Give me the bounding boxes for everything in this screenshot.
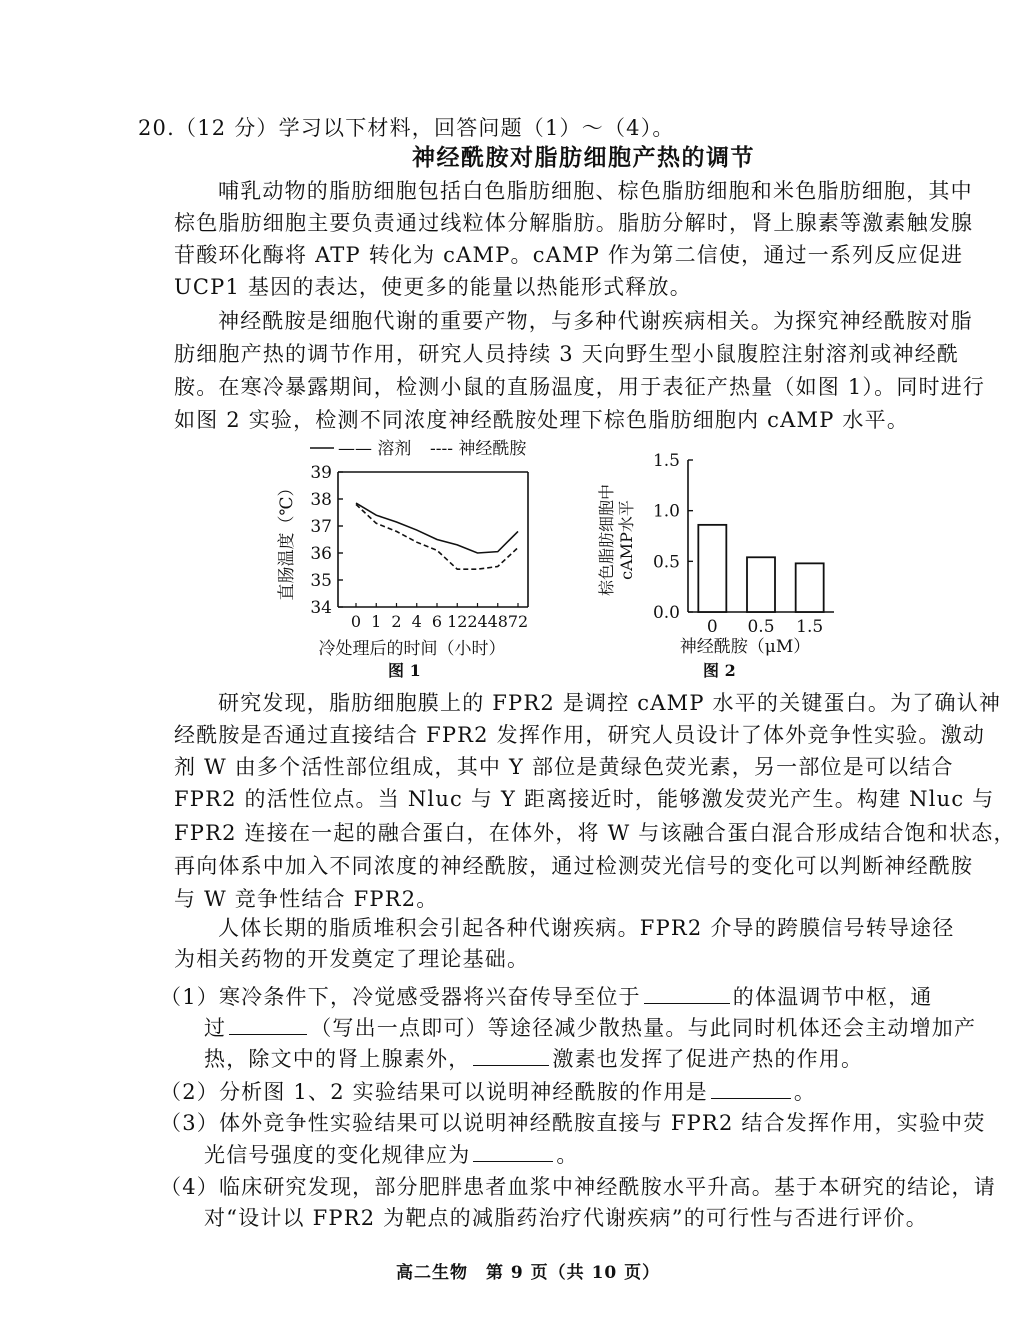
answer-blank[interactable] (473, 1043, 549, 1066)
figure-2-bars (698, 525, 823, 612)
passage-line: 为相关药物的开发奠定了理论基础。 (174, 947, 530, 971)
question-header: 20.（12 分）学习以下材料，回答问题（1）～（4）。 (138, 116, 675, 140)
x-tick-label: 4 (411, 612, 422, 631)
question-4-line1 (160, 1172, 996, 1202)
q1-text: 热，除文中的肾上腺素外， (204, 1047, 471, 1071)
passage-line: 经酰胺是否通过直接结合 FPR2 发挥作用，研究人员设计了体外竞争性实验。激动 (174, 723, 986, 747)
answer-blank[interactable] (644, 981, 730, 1004)
bar (747, 557, 775, 612)
y-axis-label-line1: 棕色脂肪细胞中 (597, 483, 616, 597)
legend-dashed-label: ---- 神经酰胺 (430, 439, 527, 459)
answer-blank[interactable] (473, 1139, 553, 1162)
q3-text: 。 (556, 1143, 579, 1167)
legend-solid-label: —— 溶剂 (338, 439, 412, 459)
q1-text: （1）寒冷条件下，冷觉感受器将兴奋传导至位于 (160, 985, 641, 1009)
q2-text: 。 (793, 1080, 817, 1104)
x-tick-label: 0.5 (747, 617, 775, 637)
x-tick-label: 48 (487, 612, 508, 631)
q1-text: （写出一点即可）等途径减少散热量。与此同时机体还会主动增加产 (310, 1016, 977, 1040)
passage-line: 神经酰胺是细胞代谢的重要产物，与多种代谢疾病相关。为探究神经酰胺对脂 (218, 309, 973, 333)
passage-line: 棕色脂肪细胞主要负责通过线粒体分解脂肪。脂肪分解时，肾上腺素等激素触发腺 (174, 211, 974, 235)
y-axis-label-line2: cAMP水平 (617, 500, 636, 580)
question-3-line2 (204, 1139, 579, 1170)
y-tick-label: 36 (310, 544, 332, 564)
passage-line: UCP1 基因的表达，使更多的能量以热能形式释放。 (174, 275, 692, 299)
y-tick-label: 35 (310, 571, 332, 591)
q1-text: 的体温调节中枢，通 (732, 985, 933, 1009)
figure-1-series (356, 503, 518, 569)
passage-line: 再向体系中加入不同浓度的神经酰胺，通过检测荧光信号的变化可以判断神经酰胺 (174, 854, 974, 878)
figure-2-bar-chart (590, 440, 850, 682)
passage-line: 苷酸环化酶将 ATP 转化为 cAMP。cAMP 作为第二信使，通过一系列反应促进 (174, 243, 964, 267)
x-tick-label: 24 (467, 612, 488, 631)
question-4-line2 (204, 1203, 928, 1233)
x-tick-label: 1.5 (796, 617, 824, 637)
y-axis-label: 直肠温度（℃） (277, 479, 297, 601)
figure-1-caption: 图 1 (388, 661, 421, 680)
bar (796, 563, 824, 612)
y-tick-label: 0.5 (652, 552, 680, 573)
passage-line: 与 W 竞争性结合 FPR2。 (174, 887, 439, 911)
passage-line: 如图 2 实验，检测不同浓度神经酰胺处理下棕色脂肪细胞内 cAMP 水平。 (174, 408, 910, 432)
question-3-line1 (160, 1108, 986, 1138)
figure-1-line-chart (270, 432, 540, 682)
bar (698, 525, 726, 612)
q3-text: 光信号强度的变化规律应为 (204, 1143, 471, 1167)
figure-2-caption: 图 2 (703, 661, 736, 680)
y-tick-label: 0.0 (652, 603, 680, 623)
passage-line: 研究发现，脂肪细胞膜上的 FPR2 是调控 cAMP 水平的关键蛋白。为了确认神 (218, 691, 1002, 715)
page-footer: 高二生物 第 9 页（共 10 页） (396, 1263, 661, 1283)
x-tick-label: 0 (706, 617, 718, 637)
x-tick-label: 12 (447, 612, 468, 631)
question-1-line1 (160, 981, 933, 1012)
question-1-line2 (204, 1012, 976, 1043)
q2-text: （2）分析图 1、2 实验结果可以说明神经酰胺的作用是 (160, 1080, 708, 1104)
y-tick-label: 34 (310, 598, 332, 618)
y-tick-label: 39 (310, 463, 332, 483)
x-tick-label: 0 (350, 612, 362, 631)
answer-blank[interactable] (711, 1076, 791, 1099)
y-tick-label: 38 (310, 490, 332, 510)
passage-line: 哺乳动物的脂肪细胞包括白色脂肪细胞、棕色脂肪细胞和米色脂肪细胞，其中 (218, 179, 973, 203)
x-axis-label: 神经酰胺（μM） (679, 637, 811, 657)
x-tick-label: 1 (371, 612, 382, 631)
passage-line: 肪细胞产热的调节作用，研究人员持续 3 天向野生型小鼠腹腔注射溶剂或神经酰 (174, 342, 960, 366)
x-tick-label: 2 (391, 612, 402, 631)
passage-line: 胺。在寒冷暴露期间，检测小鼠的直肠温度，用于表征产热量（如图 1）。同时进行 (174, 375, 986, 399)
passage-line: 人体长期的脂质堆积会引起各种代谢疾病。FPR2 介导的跨膜信号转导途径 (218, 916, 955, 940)
ceramide-series-line (356, 504, 518, 569)
figure-1-axes (310, 448, 528, 631)
solvent-series-line (356, 503, 518, 553)
x-tick-label: 6 (431, 612, 443, 631)
question-2 (160, 1076, 816, 1107)
q1-text: 过 (204, 1016, 227, 1040)
y-tick-label: 1.0 (652, 501, 680, 522)
passage-line: FPR2 的活性位点。当 Nluc 与 Y 距离接近时，能够激发荧光产生。构建 Nluc 与 (174, 787, 995, 811)
y-tick-label: 1.5 (652, 451, 680, 471)
y-tick-label: 37 (310, 517, 332, 537)
q4-text: 对“设计以 FPR2 为靶点的减脂药治疗代谢疾病”的可行性与否进行评价。 (204, 1206, 928, 1230)
q4-text: （4）临床研究发现，部分肥胖患者血浆中神经酰胺水平升高。基于本研究的结论，请 (160, 1175, 996, 1199)
q3-text: （3）体外竞争性实验结果可以说明神经酰胺直接与 FPR2 结合发挥作用，实验中荧 (160, 1111, 986, 1135)
answer-blank[interactable] (229, 1012, 307, 1035)
passage-line: 剂 W 由多个活性部位组成，其中 Y 部位是黄绿色荧光素，另一部位是可以结合 (174, 755, 954, 779)
x-tick-label: 72 (507, 612, 529, 631)
question-1-line3 (204, 1043, 863, 1074)
passage-line: FPR2 连接在一起的融合蛋白，在体外，将 W 与该融合蛋白混合形成结合饱和状态， (174, 821, 1016, 845)
x-axis-label: 冷处理后的时间（小时） (318, 639, 506, 659)
passage-title: 神经酰胺对脂肪细胞产热的调节 (412, 144, 755, 171)
q1-text: 激素也发挥了促进产热的作用。 (552, 1047, 864, 1071)
